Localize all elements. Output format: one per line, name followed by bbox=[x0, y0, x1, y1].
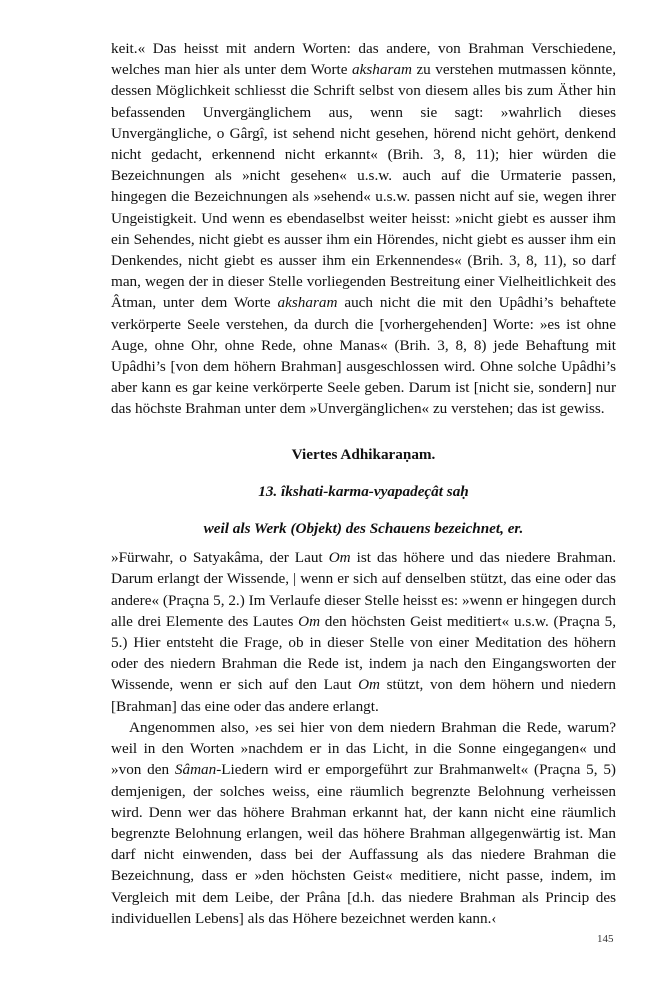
sutra-translation: weil als Werk (Objekt) des Schauens bezeichnet, er. bbox=[203, 520, 524, 538]
section-heading: Viertes Adhikaraṇam. bbox=[291, 445, 436, 463]
term-aksharam: aksharam bbox=[277, 294, 338, 312]
text-run: »Fürwahr, o Satyakâma, der Laut bbox=[111, 549, 329, 567]
page-body bbox=[111, 38, 616, 929]
paragraph-aksharam bbox=[111, 38, 616, 420]
term-om: Om bbox=[328, 549, 351, 567]
text-run: -Liedern wird er emporgeführt zur Brahmanwelt« (Praçna 5, 5) demjenigen, der solches weiss, eine räumlich begrenzte Belohnung verheissen wird. Denn wer das höhere Brahman erkannt hat, der kann nicht eine räumlich begrenzte Belohnung erlangen, weil das höhere Brahman allgegenwärtig ist. Man darf nicht einwenden, dass bei der Auffassung als das niedere Brahman die Bezeichnung, dass er »den höchsten Geist« meditiere, nicht passe, indem, im Vergleich mit dem Leibe, der Prâna [d.h. das niedere Brahman als Princip des individuellen Lebens] als das Höhere bezeichnet werden kann.‹ bbox=[111, 761, 616, 927]
term-saman: Sâman bbox=[174, 761, 217, 779]
text-run: auch nicht die mit den Upâdhi’s behaftete verkörperte Seele verstehen, da durch die [vorhergehenden] Worte: »es ist ohne Auge, ohne Ohr, ohne Rede, ohne Manas« (Brih. 3, 8, 8) jede Behaftung mit Upâdhi’s [von dem höhern Brahman] ausgeschlossen wird. Ohne solche Upâdhi’s aber kann es gar keine verkörperte Seele geben. Darum ist [nicht sie, sondern] nur das höchste Brahman unter dem »Unvergänglichen« zu verstehen; das ist gewiss. bbox=[111, 294, 616, 418]
sutra-heading: 13. îkshati-karma-vyapadeçât saḥ bbox=[258, 482, 469, 500]
term-aksharam: aksharam bbox=[352, 61, 412, 79]
text-run: keit.« Das heisst mit andern Worten: das andere, von Brahman Verschiedene, welches man hier als unter dem Worte bbox=[111, 40, 616, 79]
paragraph-om bbox=[111, 547, 616, 717]
term-om: Om bbox=[358, 676, 380, 694]
text-run: Angenommen also, ›es sei hier von dem niedern Brahman die Rede, warum? weil in den Worten »nachdem er in das Licht, in die Sonne eingegangen« und »von den bbox=[111, 718, 616, 779]
text-run: den höchsten Geist meditiert« u.s.w. (Praçna 5, 5.) Hier entsteht die Frage, ob in dieser Stelle von einer Meditation des höhern oder des niedern Brahman die Rede ist, indem ja nach den Eingangsworten der Wissende, wenn er sich auf den Laut bbox=[111, 612, 616, 694]
term-om: Om bbox=[298, 612, 321, 630]
text-run: ist das höhere und das niedere Brahman. Darum erlangt der Wissende, | wenn er sich auf denselben stützt, das eine oder das andere« (Praçna 5, 2.) Im Verlaufe dieser Stelle heisst es: »wenn er hingegen durch alle drei Elemente des Lautes bbox=[111, 549, 616, 630]
text-run: stützt, von dem höhern und niedern [Brahman] das eine oder das andere erlangt. bbox=[111, 676, 616, 715]
text-run: zu verstehen mutmassen könnte, dessen Möglichkeit schliesst die Schrift selbst von diesem alles bis zum Äther hin befassenden Unvergänglichem aus, wenn sie sagt: »wahrlich dieses Unvergängliche, o Gârgî, ist sehend nicht gesehen, hörend nicht gehört, denkend nicht gedacht, erkennend nicht erkannt« (Brih. 3, 8, 11); hier würden die Bezeichnungen als »nicht gesehen« u.s.w. auch auf die Urmaterie passen, hingegen die Bezeichnungen als »sehend« u.s.w. passen nicht auf sie, wegen ihrer Ungeistigkeit. Und wenn es ebendaselbst weiter heisst: »nicht giebt es ausser ihm ein Sehendes, nicht giebt es ausser ihm ein Hörendes, nicht giebt es ausser ihm ein Denkendes, nicht giebt es ausser ihm ein Erkennendes« (Brih. 3, 8, 11), so darf man, wegen der in dieser Stelle vorliegenden Bestreitung einer Vielheitlichkeit des Âtman, unter dem Worte bbox=[111, 61, 617, 312]
page-number: 145 bbox=[597, 933, 614, 945]
paragraph-niedere-brahman bbox=[111, 717, 616, 929]
